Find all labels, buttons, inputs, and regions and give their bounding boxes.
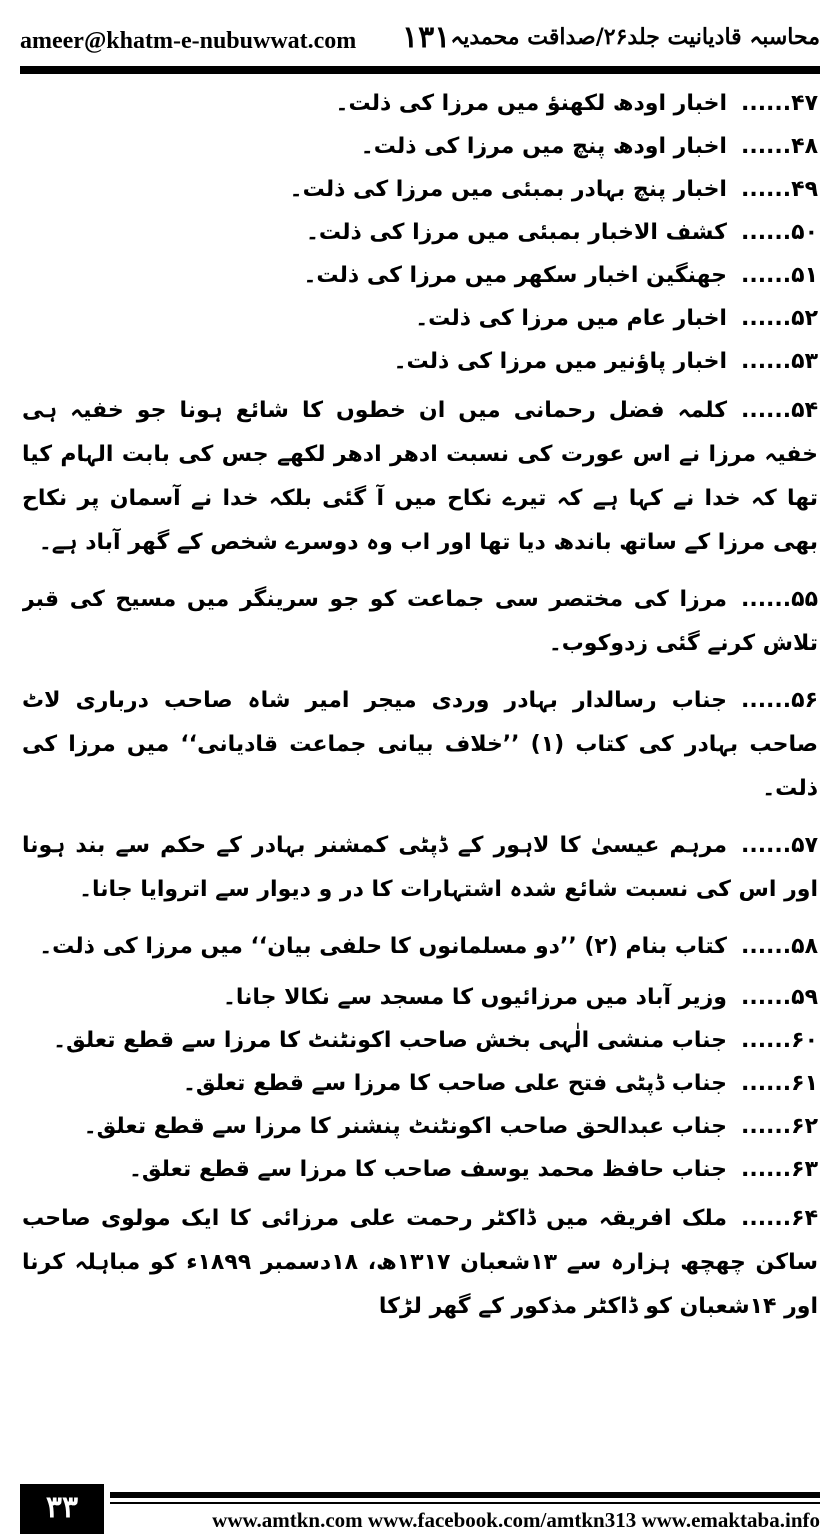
entry-number: ۵۱...... xyxy=(740,263,818,288)
list-item xyxy=(22,133,818,161)
entry-number: ۵۹...... xyxy=(740,985,818,1010)
entry-text: اخبار اودھ لکھنؤ میں مرزا کی ذلت۔ xyxy=(335,91,727,116)
header-email: ameer@khatm-e-nubuwwat.com xyxy=(20,28,357,54)
list-item xyxy=(22,984,818,1012)
entry-text: مرزا کی مختصر سی جماعت کو جو سرینگر میں مسیح کی قبر تلاش کرنے گئی زدوکوب۔ xyxy=(22,587,818,656)
list-item xyxy=(22,219,818,247)
entry-number: ۵۸...... xyxy=(740,934,818,959)
entry-text: جناب منشی الٰہی بخش صاحب اکونٹنٹ کا مرزا سے قطع تعلق۔ xyxy=(53,1028,727,1053)
entry-text: جناب حافظ محمد یوسف صاحب کا مرزا سے قطع تعلق۔ xyxy=(128,1157,727,1182)
list-item xyxy=(22,824,818,912)
entry-number: ۵۳...... xyxy=(740,349,818,374)
footer-links[interactable]: www.amtkn.com www.facebook.com/amtkn313 www.emaktaba.info xyxy=(212,1508,820,1532)
header-divider xyxy=(20,66,820,74)
entry-number: ۴۹...... xyxy=(740,177,818,202)
entry-number: ۵۷...... xyxy=(740,833,818,858)
entry-text: جناب رسالدار بہادر وردی میجر امیر شاہ صاحب درباری لاٹ صاحب بہادر کی کتاب (۱) ’’خلاف بیانی جماعت قادیانی‘‘ میں مرزا کی ذلت۔ xyxy=(22,688,818,801)
list-item xyxy=(22,1070,818,1098)
list-item xyxy=(22,348,818,376)
list-item xyxy=(22,389,818,565)
entry-text: مرہم عیسیٰ کا لاہور کے ڈپٹی کمشنر بہادر کے حکم سے بند ہونا اور اس کی نسبت شائع شدہ اشتہارات کا در و دیوار سے اتروایا جانا۔ xyxy=(22,833,818,902)
entry-text: جھنگین اخبار سکھر میں مرزا کی ذلت۔ xyxy=(303,263,727,288)
list-item xyxy=(22,1113,818,1141)
footer-page-number: ۳۳ xyxy=(20,1484,104,1534)
entry-number: ۶۳...... xyxy=(740,1157,818,1182)
page-header xyxy=(20,14,820,62)
list-item xyxy=(22,1197,818,1329)
list-item xyxy=(22,1027,818,1055)
header-title: محاسبہ قادیانیت جلد۲۶/صداقت محمدیہ xyxy=(450,24,820,50)
entry-text: کتاب بنام (۲) ’’دو مسلمانوں کا حلفی بیان‘‘ میں مرزا کی ذلت۔ xyxy=(39,934,727,959)
list-item xyxy=(22,1156,818,1184)
entry-number: ۴۸...... xyxy=(740,134,818,159)
entry-number: ۶۰...... xyxy=(740,1028,818,1053)
list-item xyxy=(22,679,818,811)
entry-text: اخبار عام میں مرزا کی ذلت۔ xyxy=(415,306,727,331)
entry-number: ۵۲...... xyxy=(740,306,818,331)
list-item xyxy=(22,925,818,969)
entry-number: ۵۰...... xyxy=(740,220,818,245)
entry-text: جناب ڈپٹی فتح علی صاحب کا مرزا سے قطع تعلق۔ xyxy=(183,1071,727,1096)
list-item xyxy=(22,578,818,666)
entry-number: ۶۲...... xyxy=(740,1114,818,1139)
entry-number: ۴۷...... xyxy=(740,91,818,116)
footer-divider xyxy=(110,1492,820,1498)
entry-text: جناب عبدالحق صاحب اکونٹنٹ پنشنر کا مرزا سے قطع تعلق۔ xyxy=(83,1114,727,1139)
entry-text: کلمہ فضل رحمانی میں ان خطوں کا شائع ہونا جو خفیہ ہی خفیہ مرزا نے اس عورت کی نسبت ادھر ادھر لکھے جس کی بابت الہام کیا تھا کہ خدا نے کہا ہے کہ تیرے نکاح میں آ گئی بلکہ خدا نے آسمان پر نکاح بھی مرزا کے ساتھ باندھ دیا تھا اور اب وہ دوسرے شخص کے گھر آباد ہے۔ xyxy=(22,398,818,555)
entry-number: ۵۵...... xyxy=(740,587,818,612)
list-item xyxy=(22,176,818,204)
list-item xyxy=(22,305,818,333)
list-item xyxy=(22,90,818,118)
entry-text: اخبار اودھ پنچ میں مرزا کی ذلت۔ xyxy=(360,134,727,159)
entry-text: ملک افریقہ میں ڈاکٹر رحمت علی مرزائی کا ایک مولوی صاحب ساکن چھچھ ہزارہ سے ۱۳شعبان ۱۳۱۷ھ، ۱۸دسمبر ۱۸۹۹ء کو مباہلہ کرنا اور ۱۴شعبان کو ڈاکٹر مذکور کے گھر لڑکا xyxy=(22,1206,818,1319)
entry-number: ۶۴...... xyxy=(740,1206,818,1231)
entry-list xyxy=(22,82,818,1437)
entry-number: ۶۱...... xyxy=(740,1071,818,1096)
entry-number: ۵۴...... xyxy=(740,398,818,423)
entry-number: ۵۶...... xyxy=(740,688,818,713)
entry-text: اخبار پاؤنیر میں مرزا کی ذلت۔ xyxy=(393,349,727,374)
list-item xyxy=(22,262,818,290)
entry-text: اخبار پنچ بہادر بمبئی میں مرزا کی ذلت۔ xyxy=(289,177,727,202)
entry-text: وزیر آباد میں مرزائیوں کا مسجد سے نکالا جانا۔ xyxy=(222,985,727,1010)
footer-divider-thin xyxy=(110,1502,820,1504)
header-page-number: ۱۳۱ xyxy=(402,20,451,55)
entry-text: کشف الاخبار بمبئی میں مرزا کی ذلت۔ xyxy=(306,220,727,245)
